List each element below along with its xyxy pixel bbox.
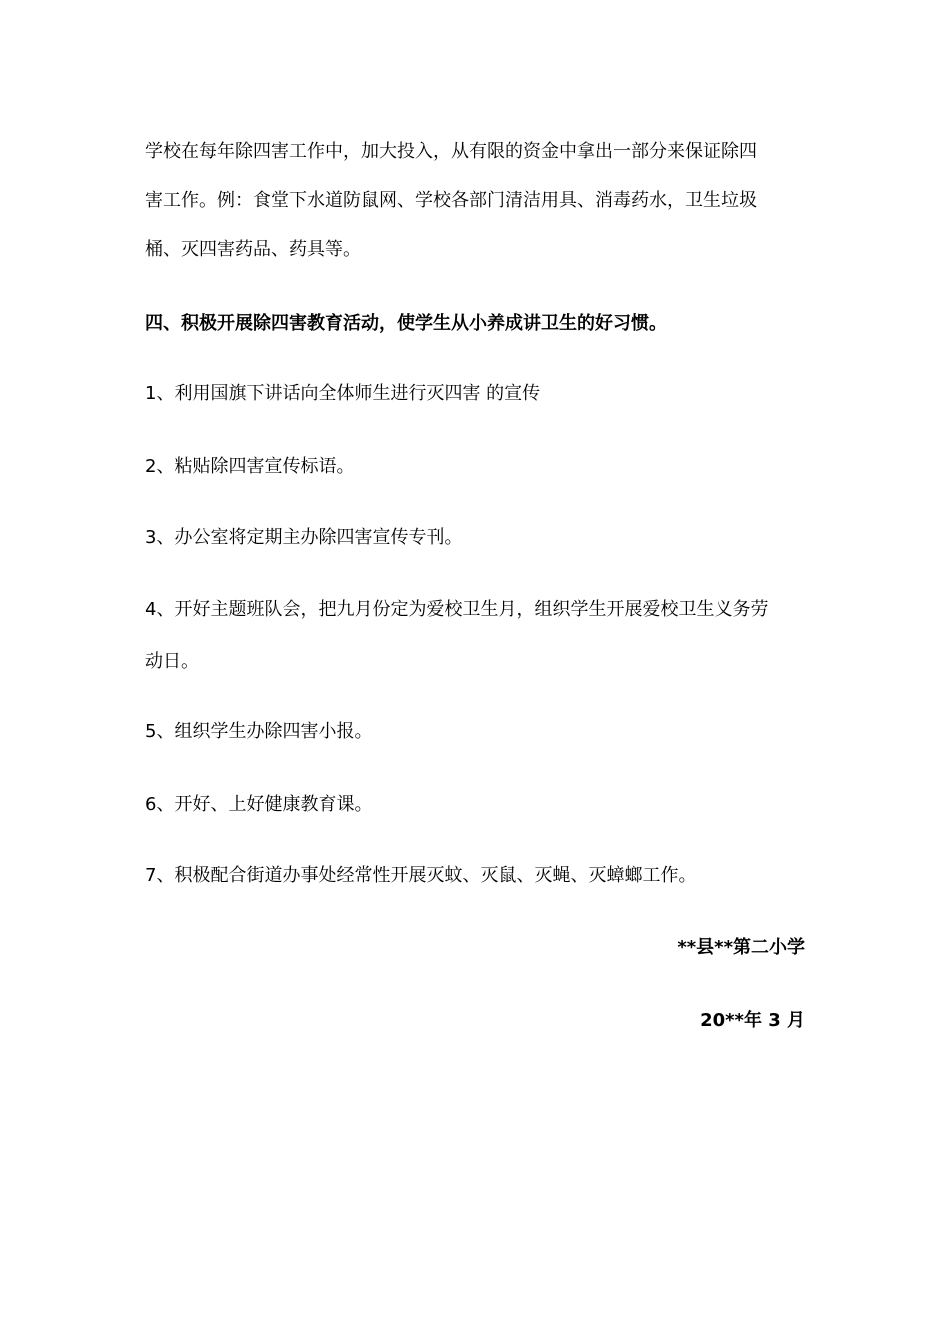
list-item: 1、利用国旗下讲话向全体师生进行灭四害 的宣传: [145, 383, 541, 404]
list-item: 5、组织学生办除四害小报。: [145, 721, 373, 742]
list-item: 4、开好主题班队会，把九月份定为爱校卫生月，组织学生开展爱校卫生义务劳: [145, 599, 769, 620]
section-heading: 四、积极开展除四害教育活动，使学生从小养成讲卫生的好习惯。: [145, 313, 667, 334]
list-item: 7、积极配合街道办事处经常性开展灭蚊、灭鼠、灭蝇、灭蟑螂工作。: [145, 865, 697, 886]
list-item: 6、开好、上好健康教育课。: [145, 794, 373, 815]
signature-org: **县**第二小学: [677, 937, 805, 958]
paragraph-line: 桶、灭四害药品、药具等。: [145, 239, 361, 260]
paragraph-line: 害工作。例：食堂下水道防鼠网、学校各部门清洁用具、消毒药水，卫生垃圾: [145, 190, 757, 211]
list-item: 2、粘贴除四害宣传标语。: [145, 456, 355, 477]
list-item: 动日。: [145, 651, 199, 672]
list-item: 3、办公室将定期主办除四害宣传专刊。: [145, 527, 463, 548]
paragraph-line: 学校在每年除四害工作中，加大投入，从有限的资金中拿出一部分来保证除四: [145, 141, 757, 162]
signature-date: 20**年 3 月: [700, 1010, 805, 1031]
